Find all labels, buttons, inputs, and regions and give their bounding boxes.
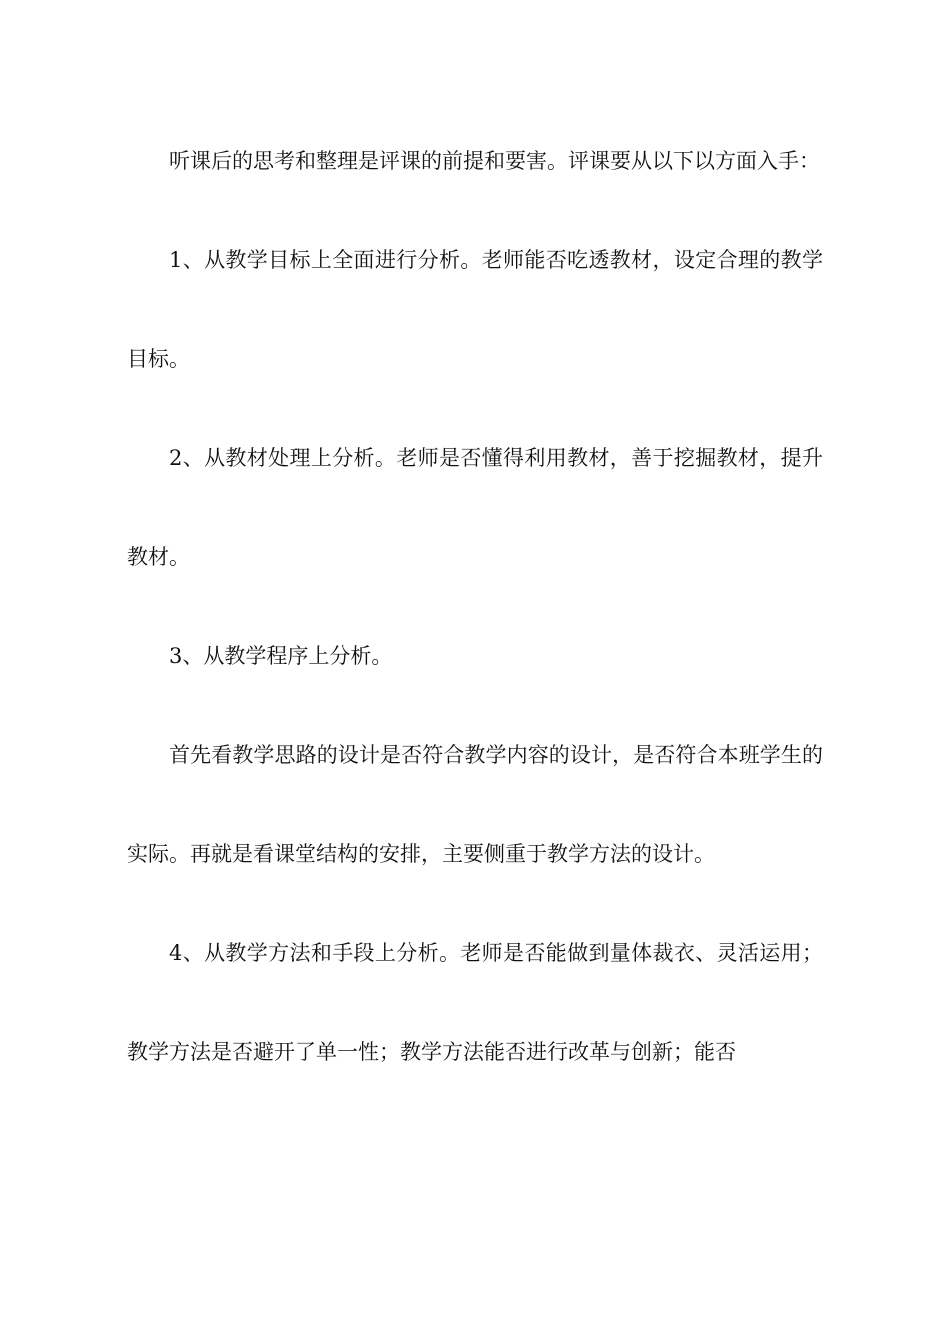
document-body [127,112,823,1102]
paragraph-teaching-methods: 4、从教学方法和手段上分析。老师是否能做到量体裁衣、灵活运用；教学方法是否避开了单一性；教学方法能否进行改革与创新；能否 [127,941,823,1064]
paragraph-design-check: 首先看教学思路的设计是否符合教学内容的设计，是否符合本班学生的实际。再就是看课堂结构的安排，主要侧重于教学方法的设计。 [127,743,823,866]
paragraph-intro: 听课后的思考和整理是评课的前提和要害。评课要从以下以方面入手： [169,149,820,173]
paragraph-teaching-procedure: 3、从教学程序上分析。 [169,644,393,668]
paragraph-teaching-goals: 1、从教学目标上全面进行分析。老师能否吃透教材，设定合理的教学目标。 [127,248,823,371]
paragraph-material-handling: 2、从教材处理上分析。老师是否懂得利用教材，善于挖掘教材，提升教材。 [127,446,823,569]
